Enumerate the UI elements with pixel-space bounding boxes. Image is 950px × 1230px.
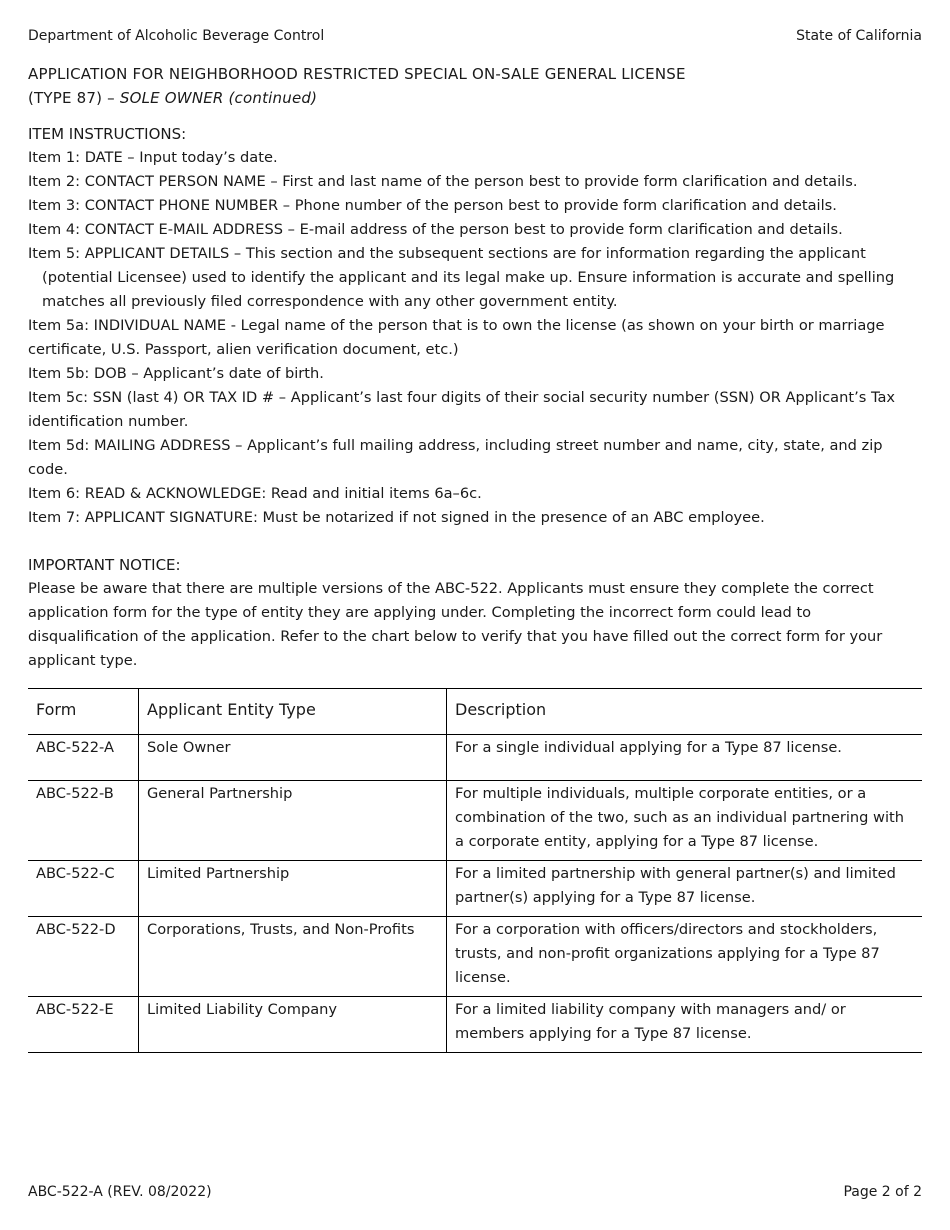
entity-type-cell: Limited Partnership [139, 861, 447, 917]
table-row [28, 781, 922, 861]
table-header-row [28, 689, 922, 735]
item-instructions [28, 122, 922, 530]
description-cell: For a limited liability company with managers and/ or members applying for a Type 87 license. [447, 997, 923, 1053]
instruction-item: Item 5d: MAILING ADDRESS – Applicant’s full mailing address, including street number and name, city, state, and zip code. [28, 437, 883, 478]
table-row [28, 861, 922, 917]
form-chart-table [28, 688, 922, 1053]
form-cell: ABC-522-C [28, 861, 139, 917]
column-header: Form [28, 689, 139, 735]
table-row [28, 997, 922, 1053]
instruction-item: Item 1: DATE – Input today’s date. [28, 149, 278, 166]
table-row [28, 735, 922, 781]
entity-type-cell: Sole Owner [139, 735, 447, 781]
column-header: Applicant Entity Type [139, 689, 447, 735]
instruction-item: Item 5c: SSN (last 4) OR TAX ID # – Applicant’s last four digits of their social security number (SSN) OR Applicant’s Tax identification number. [28, 389, 896, 430]
instructions-heading: ITEM INSTRUCTIONS: [28, 125, 187, 143]
instruction-item: Item 5: APPLICANT DETAILS – This section and the subsequent sections are for information regarding the applicant (potential Licensee) used to identify the applicant and its legal make up. Ensure information is accurate and spelling matches all previously filed correspondence with any other government entity. [28, 245, 895, 310]
title-subtitle: SOLE OWNER (continued) [119, 89, 318, 107]
instruction-item: Item 5a: INDIVIDUAL NAME - Legal name of the person that is to own the license (as shown on your birth or marriage certificate, U.S. Passport, alien verification document, etc.) [28, 317, 885, 358]
instruction-item: Item 7: APPLICANT SIGNATURE: Must be notarized if not signed in the presence of an ABC employee. [28, 509, 765, 526]
department-name: Department of Alcoholic Beverage Control [28, 28, 325, 44]
description-cell: For a limited partnership with general partner(s) and limited partner(s) applying for a Type 87 license. [447, 861, 923, 917]
entity-type-cell: General Partnership [139, 781, 447, 861]
form-cell: ABC-522-B [28, 781, 139, 861]
table-row [28, 917, 922, 997]
instruction-item: Item 5b: DOB – Applicant’s date of birth. [28, 365, 324, 382]
instruction-item: Item 4: CONTACT E-MAIL ADDRESS – E-mail address of the person best to provide form clarification and details. [28, 221, 843, 238]
description-cell: For a corporation with officers/directors and stockholders, trusts, and non-profit organizations applying for a Type 87 license. [447, 917, 923, 997]
description-cell: For multiple individuals, multiple corporate entities, or a combination of the two, such as an individual partnering with a corporate entity, applying for a Type 87 license. [447, 781, 923, 861]
page-title [28, 62, 908, 110]
title-line-2 [28, 86, 908, 110]
state-name: State of California [796, 28, 922, 44]
form-cell: ABC-522-E [28, 997, 139, 1053]
form-id: ABC-522-A (REV. 08/2022) [28, 1184, 212, 1200]
title-type: (TYPE 87) – [28, 89, 120, 107]
form-cell: ABC-522-A [28, 735, 139, 781]
important-notice [28, 553, 922, 673]
title-line-1: APPLICATION FOR NEIGHBORHOOD RESTRICTED SPECIAL ON-SALE GENERAL LICENSE [28, 65, 686, 83]
instruction-item: Item 3: CONTACT PHONE NUMBER – Phone number of the person best to provide form clarification and details. [28, 197, 837, 214]
entity-type-cell: Corporations, Trusts, and Non-Profits [139, 917, 447, 997]
instruction-item: Item 2: CONTACT PERSON NAME – First and last name of the person best to provide form clarification and details. [28, 173, 858, 190]
column-header: Description [447, 689, 923, 735]
page-number: Page 2 of 2 [843, 1184, 922, 1200]
notice-text: Please be aware that there are multiple versions of the ABC-522. Applicants must ensure they complete the correct application form for the type of entity they are applying under. Completing the incorrect form could lead to disqualification of the application. Refer to the chart below to verify that you have filled out the correct form for your applicant type. [28, 580, 883, 669]
entity-type-cell: Limited Liability Company [139, 997, 447, 1053]
instruction-item: Item 6: READ & ACKNOWLEDGE: Read and initial items 6a–6c. [28, 485, 482, 502]
form-cell: ABC-522-D [28, 917, 139, 997]
description-cell: For a single individual applying for a Type 87 license. [447, 735, 923, 781]
notice-heading: IMPORTANT NOTICE: [28, 556, 181, 574]
